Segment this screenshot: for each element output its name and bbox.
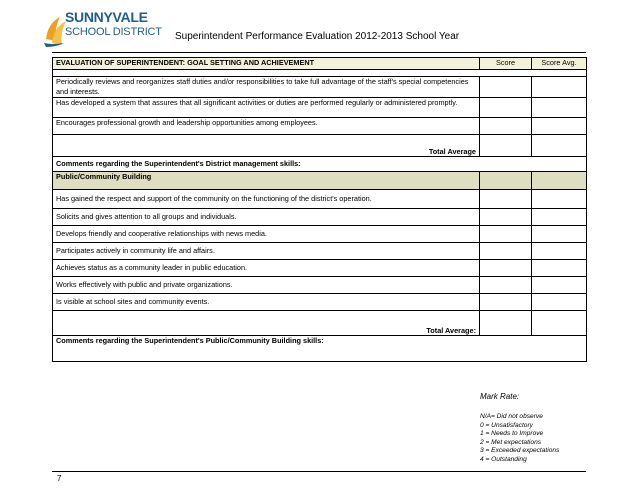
divider [52, 52, 586, 53]
criterion-text: Participates actively in community life and affairs. [53, 243, 480, 260]
footer-divider [52, 471, 586, 472]
score-avg-cell [532, 209, 587, 226]
list-item: N/A= Did not observe [480, 413, 543, 420]
total-avg-cell [532, 135, 587, 157]
score-avg-cell [532, 277, 587, 294]
criterion-text: Develops friendly and cooperative relationships with news media. [53, 226, 480, 243]
logo-name: SUNNYVALE [65, 9, 148, 25]
score-cell[interactable] [480, 98, 532, 118]
score-avg-cell [532, 260, 587, 277]
mark-rate-title: Mark Rate: [480, 392, 520, 401]
table-row [53, 294, 587, 311]
page-title: Superintendent Performance Evaluation 2012-2013 School Year [175, 31, 460, 42]
score-avg-cell [532, 294, 587, 311]
table-row [53, 98, 587, 118]
score-cell[interactable] [480, 118, 532, 135]
criterion-text: Is visible at school sites and community events. [53, 294, 480, 311]
logo-subtitle: SCHOOL DISTRICT [65, 26, 162, 38]
criterion-text: Works effectively with public and private organizations. [53, 277, 480, 294]
score-cell[interactable] [480, 277, 532, 294]
criterion-text: Has developed a system that assures that all significant activities or duties are performed regularly or administered promptly. [53, 98, 480, 118]
score-cell[interactable] [480, 77, 532, 98]
comments-row [53, 157, 587, 172]
comments-label[interactable]: Comments regarding the Superintendent's District management skills: [53, 157, 587, 172]
section-header: Public/Community Building [53, 172, 480, 190]
total-average-label: Total Average: [53, 311, 480, 336]
table-row [53, 190, 587, 209]
total-average-label: Total Average [53, 135, 480, 157]
list-item: 3 = Exceeded expectations [480, 447, 560, 455]
list-item: 2 = Met expectations [480, 438, 542, 446]
score-avg-cell [532, 77, 587, 98]
score-cell[interactable] [480, 243, 532, 260]
comments-row [53, 336, 587, 362]
score-avg-cell [532, 243, 587, 260]
total-score-cell[interactable] [480, 311, 532, 336]
table-row [53, 260, 587, 277]
score-avg-cell [532, 226, 587, 243]
criterion-text: Has gained the respect and support of the community on the functioning of the district's operation. [53, 190, 480, 209]
criterion-text: Periodically reviews and reorganizes staff duties and/or responsibilities to take full advantage of the staff's special competencies and interests. [53, 77, 480, 98]
section-header: EVALUATION OF SUPERINTENDENT: GOAL SETTING AND ACHIEVEMENT [53, 58, 480, 70]
total-score-cell[interactable] [480, 135, 532, 157]
table-row [53, 243, 587, 260]
total-avg-cell [532, 311, 587, 336]
score-avg-header: Score Avg. [532, 58, 587, 70]
list-item: 4 = Outstanding [480, 455, 527, 463]
evaluation-table [52, 57, 587, 362]
section-header-row [53, 172, 587, 190]
table-row [53, 118, 587, 135]
score-header: Score [480, 58, 532, 70]
score-cell[interactable] [480, 260, 532, 277]
total-row [53, 311, 587, 336]
mark-rate-legend [480, 413, 559, 465]
page-number: 7 [57, 474, 62, 483]
score-cell[interactable] [480, 209, 532, 226]
table-row [53, 226, 587, 243]
list-item: 1 = Needs to Improve [480, 430, 544, 438]
criterion-text: Encourages professional growth and leadership opportunities among employees. [53, 118, 480, 135]
section-header-row [53, 58, 587, 70]
score-avg-cell [532, 190, 587, 209]
score-avg-cell [532, 98, 587, 118]
comments-label[interactable]: Comments regarding the Superintendent's Public/Community Building skills: [53, 336, 587, 362]
score-cell[interactable] [480, 190, 532, 209]
table-row [53, 77, 587, 98]
score-avg-cell [532, 118, 587, 135]
score-cell[interactable] [480, 294, 532, 311]
total-row [53, 135, 587, 157]
list-item: 0 = Unsatisfactory [480, 421, 533, 429]
table-row [53, 70, 587, 77]
score-cell[interactable] [480, 226, 532, 243]
criterion-text: Solicits and gives attention to all groups and individuals. [53, 209, 480, 226]
table-row [53, 277, 587, 294]
table-row [53, 209, 587, 226]
criterion-text: Achieves status as a community leader in public education. [53, 260, 480, 277]
